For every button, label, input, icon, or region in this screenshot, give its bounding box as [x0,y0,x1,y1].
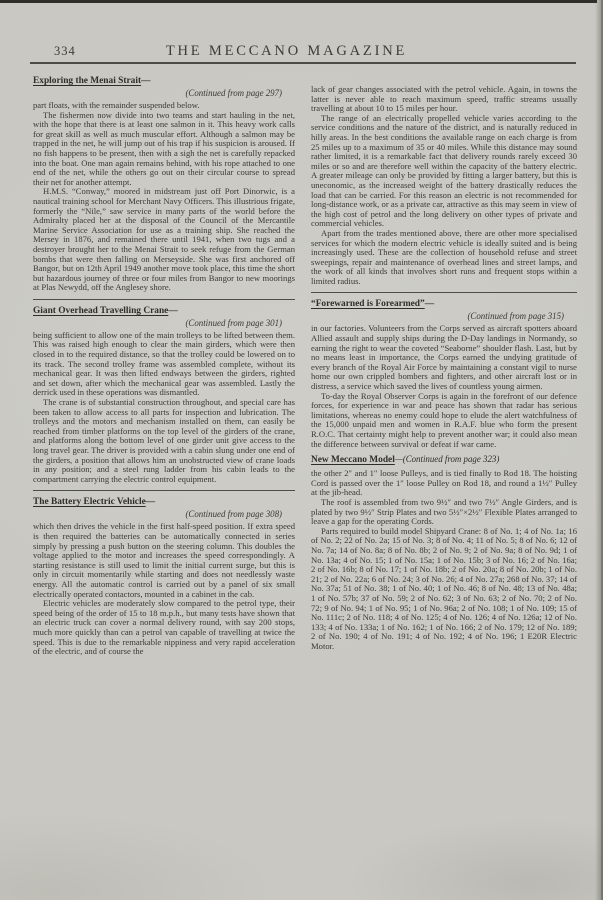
section-heading-new-meccano-model [311,454,577,466]
paragraph: The crane is of substantial construction throughout, and special care has been taken to allow access to all parts for inspection and lubrication. The trolleys and the motors and mechanism installed on them, can easily be reached from timber platforms on the top level of the girders of the crane, and platforms along the bottom level of one girder unit give access to the long travel gear. The driver is provided with a cabin slung under one end of the girders, a position that allows him an unobstructed view of crane loads in any position; and a steel rung ladder from his cabin leads to the compartment carrying the electric control equipment. [33,397,295,484]
paragraph: lack of gear changes associated with the petrol vehicle. Again, in towns the latter is never able to reach maximum speed, traffic streams usually travelling at about 10 to 15 miles per hour. [311,84,577,114]
paragraph: in our factories. Volunteers from the Corps served as aircraft spotters aboard Allied assault and supply ships during the D-Day landings in Normandy, so earning the right to wear the coveted “Seaborne” shoulder flash. Last, but by no means least in importance, the Corps earned the undying gratitude of every branch of the Royal Air Force by maintaining a constant vigil to nurse home our own crippled bombers and fighters, and other aircraft lost or in distress, a service which saved the lives of countless young airmen. [311,323,577,392]
paragraph: To-day the Royal Observer Corps is again in the forefront of our defence forces, for experience in war and peace has shown that radar has serious limitations, whereas no enemy could hope to elude the alert watchfulness of the 15,000 unpaid men and women in R.A.F. blue who form the present R.O.C. That certainty might help to prevent another war; it could also mean the difference between survival or defeat if war came. [311,390,577,449]
magazine-title: THE MECCANO MAGAZINE [165,43,408,59]
section-heading-text: “Forewarned is Forearmed” [311,299,425,310]
paragraph: Electric vehicles are moderately slow compared to the petrol type, their speed being of the order of 15 to 18 m.p.h., but many tests have shown that an electric truck can cover a normal delivery round, with say 200 stops, much more quickly than can a petrol van capable of travelling at twice the speed. This is due to the remarkable nippiness and very rapid acceleration of the electric, and of course the [33,598,295,657]
paragraph: being sufficient to allow one of the main trolleys to be lifted between them. This was raised high enough to clear the main girders, which were then closed in to the required distance, so that the trolley could be lowered on to its track. The second trolley frame was assembled complete, without its mechanical gear. It was then lifted endways between the girders, righted and set down, after which the mechanical gear was assembled. Lastly the derrick used in these operations was dismantled. [33,329,295,398]
continuation-note: (Continued from page 297) [185,88,282,98]
continuation-note: (Continued from page 308) [185,509,282,520]
section-heading-battery-vehicle [33,497,295,508]
section-heading-text: Giant Overhead Travelling Crane [33,305,169,316]
paragraph: The fishermen now divide into two teams and start hauling in the net, with the hope that there is at least one salmon in it. This heavy work calls for great skill as well as much muscular effort. Although a salmon may be trapped in the net, he will jump out of his trap if his suspicion is aroused. If no fish happens to be present, then with a sigh the net is carefully repacked into the boat. One man again remains behind, with his rope attached to one end of the net, while the others go out on their circular course to spread their net for another attempt. [33,109,295,187]
paragraph: H.M.S. “Conway,” moored in midstream just off Port Dinorwic, is a nautical training school for Merchant Navy Officers. This illustrious frigate, formerly the “Nile,” saw service in many parts of the world before the Admiralty placed her at the disposal of the Council of the Mercantile Marine Service Association for use as a training ship. She reached the Mersey in 1876, and remained there until 1941, when two tugs and a destroyer brought her to the Menai Strait to seek refuge from the German bombs that were then falling on Merseyside. She was first anchored off Bangor, but on 12th April 1949 another move took place, this time the short but hazardous journey of three or four miles from Bangor to new moorings at Plas Newydd, off the Anglesey shore. [33,186,295,293]
section-divider [33,490,295,491]
right-column [311,85,577,651]
scan-top-edge [0,0,597,3]
section-heading-text: Exploring the Menai Strait [33,76,142,86]
paragraph: The roof is assembled from two 9½″ and two 7½″ Angle Girders, and is plated by two 9½″ Strip Plates and two 5½″×2½″ Flexible Plates arranged to leave a gap for the operating Cords. [311,496,577,527]
paragraph: the other 2″ and 1″ loose Pulleys, and is tied finally to Rod 18. The hoisting Cord is passed over the 1″ loose Pulley on Rod 18, and round a 1½″ Pulley at the jib-head. [311,468,577,498]
left-column [33,74,295,657]
paragraph: which then drives the vehicle in the first half-speed position. If extra speed is then required the batteries can be automatically connected in series simply by pressing a push button on the steering column. This doubles the voltage applied to the motor and increases the speed correspondingly. A starting resistance is still used to limit the initial current surge, but this is only in circuit momentarily while starting and does not needlessly waste energy. All the automatic control is carried out by a panel of six small electrically operated contactors, mounted in a cabinet in the cab. [33,521,295,599]
heading-dash: — [141,76,151,86]
paragraph: part floats, with the remainder suspended below. [33,100,200,110]
header-rule [30,62,576,64]
heading-dash: — [424,299,435,310]
continuation-note-inline: (Continued from page 323) [402,454,500,465]
heading-dash: — [394,454,403,465]
continuation-note: (Continued from page 315) [467,311,564,322]
heading-dash: — [168,305,178,316]
section-heading-text: The Battery Electric Vehicle [33,497,146,508]
continuation-note: (Continued from page 301) [185,317,282,328]
section-heading-forewarned [311,299,577,310]
heading-dash: — [145,497,156,508]
section-heading-travelling-crane [33,306,295,317]
paragraph: Apart from the trades mentioned above, there are other more specialised services for which the modern electric vehicle is ideally suited and is being increasingly used. These are the collection of household refuse and street sweepings, repair and maintenance of overhead lines and street lamps, and the work of all kinds that involves short runs and frequent stops within a limited radius. [311,227,577,286]
paragraph: The range of an electrically propelled vehicle varies according to the service conditions and the nature of the district, and is naturally reduced in hilly areas. In the best conditions the available range on each charge is from 25 miles up to a maximum of 35 or 40 miles. While this distance may sound rather limited, it is a remarkable fact that delivery rounds rarely exceed 30 miles or so and are therefore well within the capacity of the battery electric. A greater mileage can only be provided by fitting a larger battery, but this is uneconomic, as the increased weight of the battery drastically reduces the load that can be carried. For this reason an electric is not recommended for long-distance work, or as a private car, attractive as this may seem in view of the high cost of petrol and the long delivery on other types of private and commercial vehicles. [311,112,577,229]
section-divider [33,299,295,300]
section-divider [311,292,577,293]
section-heading-menai-strait [33,76,295,87]
paragraph-parts-list: Parts required to build model Shipyard Crane: 8 of No. 1; 4 of No. 1a; 16 of No. 2; 22 of No. 2a; 15 of No. 3; 8 of No. 4; 11 of No. 5; 8 of No. 6; 12 of No. 7a; 14 of No. 8a; 8 of No. 8b; 2 of No. 9; 2 of No. 9a; 8 of No. 9d; 1 of No. 13a; 4 of No. 15; 1 of No. 15a; 1 of No. 15b; 3 of No. 16; 2 of No. 16a; 2 of No. 16b; 8 of No. 17; 1 of No. 18b; 2 of No. 20a; 8 of No. 20b; 1 of No. 21; 2 of No. 22a; 6 of No. 24; 3 of No. 26; 4 of No. 27a; 268 of No. 37; 14 of No. 37a; 51 of No. 38; 1 of No. 40; 1 of No. 46; 8 of No. 48; 13 of No. 48a; 1 of No. 57b; 37 of No. 59; 2 of No. 62; 3 of No. 63; 2 of No. 70; 2 of No. 72; 9 of No. 94; 1 of No. 95; 1 of No. 96a; 2 of No. 108; 1 of No. 109; 15 of No. 111c; 2 of No. 118; 4 of No. 125; 4 of No. 126; 4 of No. 126a; 12 of No. 133; 4 of No. 133a; 1 of No. 162; 1 of No. 166; 2 of No. 179; 12 of No. 189; 2 of No. 190; 4 of No. 191; 4 of No. 192; 4 of No. 196; 1 E20R Electric Motor. [311,525,577,651]
section-heading-text: New Meccano Model [311,455,395,466]
page-number: 334 [54,44,76,58]
scan-right-edge [595,0,603,900]
